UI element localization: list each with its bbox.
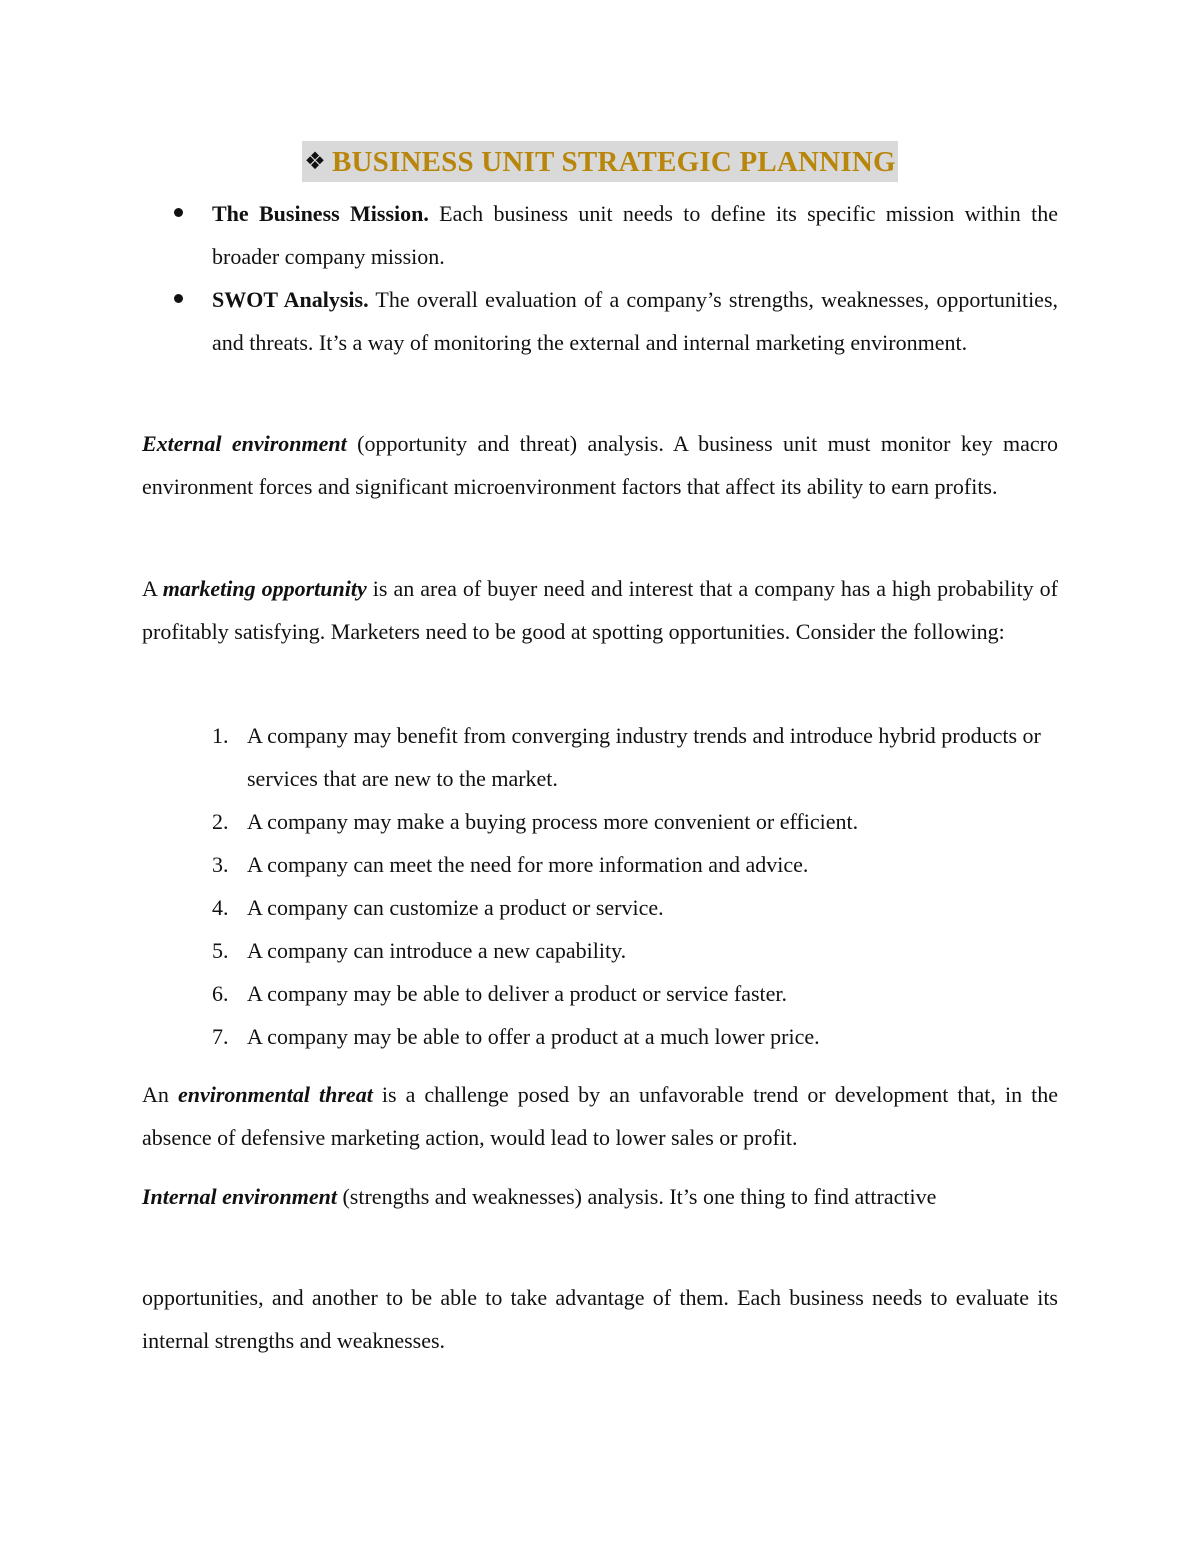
list-item-text: A company may be able to deliver a product or service faster. bbox=[247, 981, 788, 1006]
internal-text: (strengths and weaknesses) analysis. It’s one thing to find attractive bbox=[336, 1184, 937, 1209]
list-number: 4. bbox=[212, 895, 229, 920]
bullet-text: Each business unit needs to define its specific mission within the broader company mission. bbox=[212, 201, 1058, 269]
list-item-text: A company can customize a product or service. bbox=[247, 895, 664, 920]
list-item-text: A company can meet the need for more information and advice. bbox=[247, 852, 809, 877]
marketing-opportunity-paragraph bbox=[142, 567, 1058, 653]
list-item-text: A company may make a buying process more convenient or efficient. bbox=[247, 809, 859, 834]
list-item bbox=[142, 714, 1058, 800]
list-item bbox=[142, 929, 1058, 972]
opportunity-term: marketing opportunity bbox=[162, 576, 367, 601]
list-number: 5. bbox=[212, 938, 229, 963]
bullet-dot-icon bbox=[174, 294, 183, 303]
bullet-item-swot bbox=[142, 278, 1058, 364]
diamond-bullet-icon: ❖ bbox=[304, 147, 326, 175]
list-item bbox=[142, 800, 1058, 843]
list-number: 3. bbox=[212, 852, 229, 877]
list-number: 7. bbox=[212, 1024, 229, 1049]
opportunity-list bbox=[142, 714, 1058, 1058]
threat-text: is a challenge posed by an unfavorable trend or development that, in the absence of defensive marketing action, would lead to lower sales or profit. bbox=[142, 1082, 1059, 1150]
opportunity-text: is an area of buyer need and interest that a company has a high probability of profitably satisfying. Marketers need to be good at spotting opportunities. Consider the following: bbox=[142, 576, 1058, 644]
bullet-text: The overall evaluation of a company’s strengths, weaknesses, opportunities, and threats. It’s a way of monitoring the external and internal marketing environment. bbox=[212, 287, 1059, 355]
list-item bbox=[142, 843, 1058, 886]
list-item bbox=[142, 1015, 1058, 1058]
page-title bbox=[302, 141, 897, 182]
closing-paragraph bbox=[142, 1276, 1058, 1362]
list-item-text: A company may be able to offer a product at a much lower price. bbox=[247, 1024, 820, 1049]
list-number: 1. bbox=[212, 723, 229, 748]
environmental-threat-paragraph bbox=[142, 1073, 1058, 1159]
closing-text: opportunities, and another to be able to take advantage of them. Each business needs to evaluate its internal strengths and weaknesses. bbox=[142, 1285, 1058, 1353]
page-title-text: BUSINESS UNIT STRATEGIC PLANNING bbox=[331, 146, 896, 178]
internal-term: Internal environment bbox=[142, 1184, 337, 1209]
threat-term: environmental threat bbox=[177, 1082, 373, 1107]
external-environment-paragraph bbox=[142, 422, 1058, 508]
list-number: 2. bbox=[212, 809, 229, 834]
heading-wrapper bbox=[142, 141, 1058, 182]
threat-prefix: An bbox=[142, 1082, 178, 1107]
list-item bbox=[142, 886, 1058, 929]
opportunity-prefix: A bbox=[142, 576, 163, 601]
list-item bbox=[142, 972, 1058, 1015]
external-term: External environment bbox=[142, 431, 347, 456]
list-item-text: A company can introduce a new capability. bbox=[247, 938, 627, 963]
bullet-list bbox=[142, 192, 1058, 364]
list-number: 6. bbox=[212, 981, 229, 1006]
bullet-term: The Business Mission. bbox=[212, 201, 429, 226]
bullet-dot-icon bbox=[174, 208, 183, 217]
list-item-text: A company may benefit from converging industry trends and introduce hybrid products or services that are new to the market. bbox=[247, 723, 1041, 791]
bullet-item-business-mission bbox=[142, 192, 1058, 278]
bullet-term: SWOT Analysis. bbox=[212, 287, 369, 312]
internal-environment-paragraph bbox=[142, 1175, 1058, 1218]
external-text: (opportunity and threat) analysis. A business unit must monitor key macro environment forces and significant microenvironment factors that affect its ability to earn profits. bbox=[142, 431, 1058, 499]
